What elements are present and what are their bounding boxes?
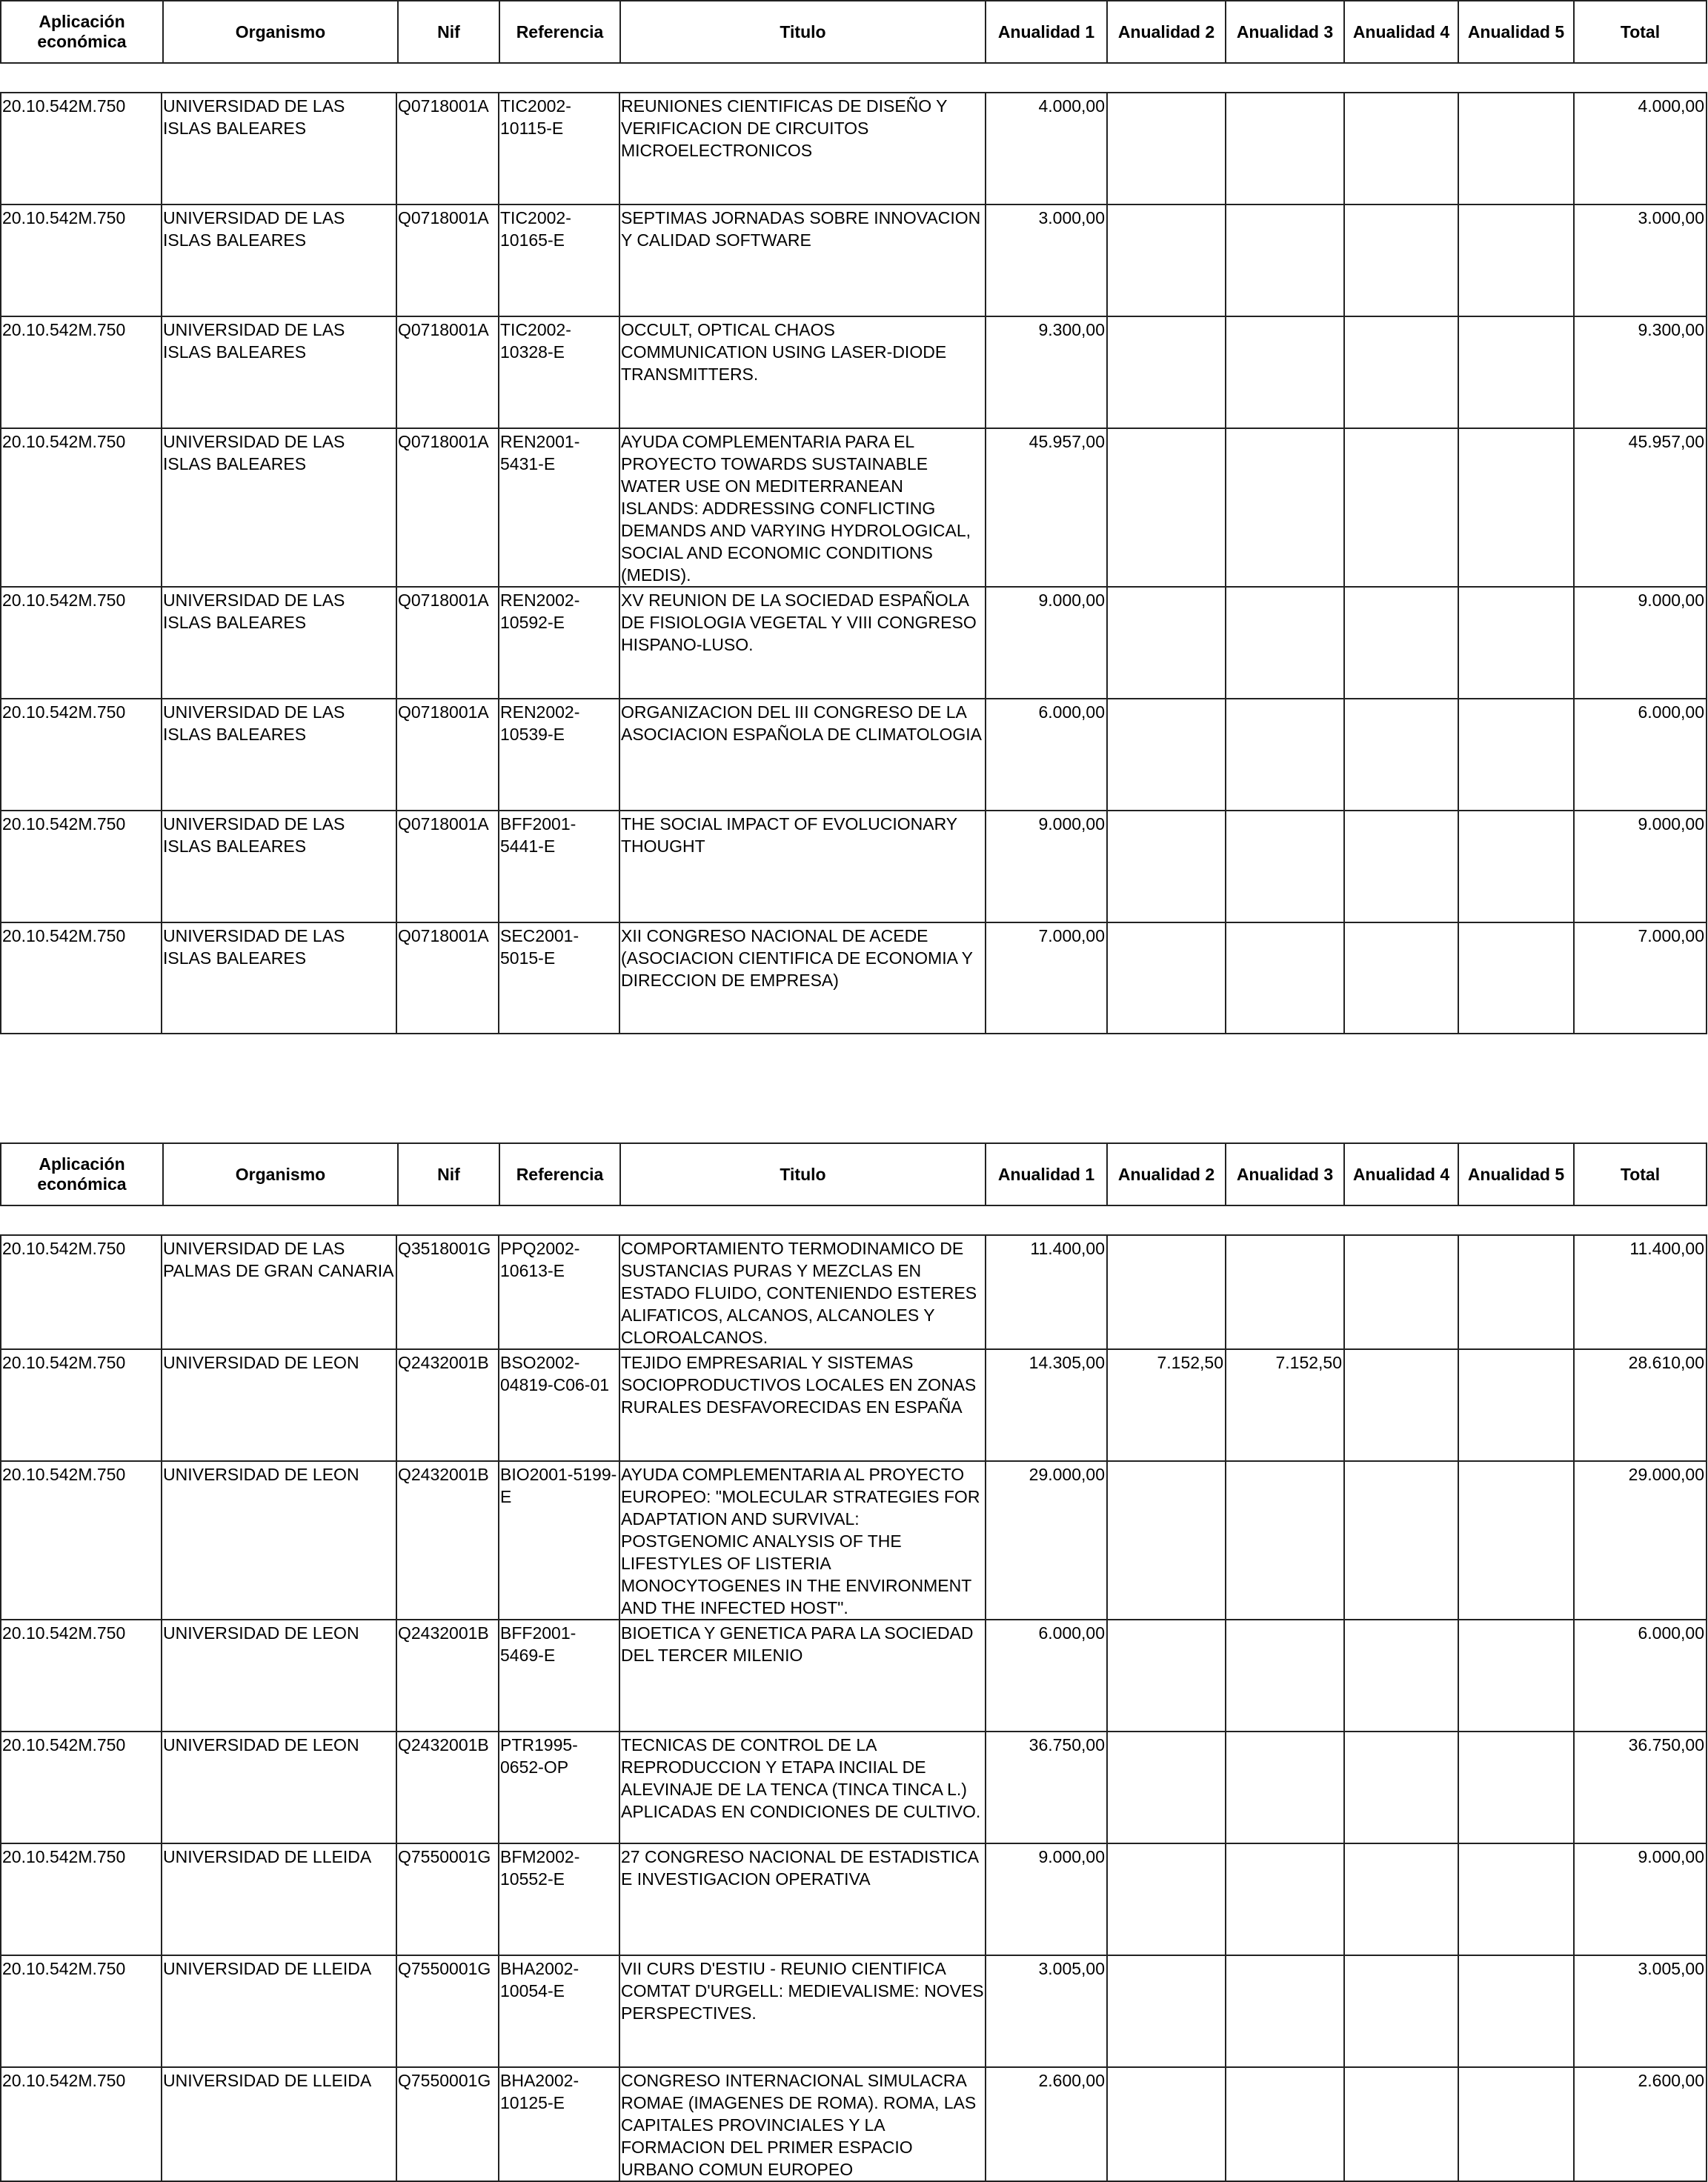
cell-aplicacion: 20.10.542M.750	[1, 204, 162, 316]
cell-anualidad-4	[1344, 1620, 1458, 1732]
cell-referencia: REN2002-10592-E	[499, 587, 619, 699]
header-anualidad-2: Anualidad 2	[1107, 1143, 1226, 1205]
cell-anualidad-3	[1226, 428, 1344, 587]
cell-anualidad-1: 29.000,00	[986, 1461, 1107, 1620]
cell-anualidad-4	[1344, 93, 1458, 204]
table-row	[1, 1620, 1707, 1732]
table-row	[1, 93, 1707, 204]
table-row	[1, 1955, 1707, 2067]
cell-nif: Q7550001G	[396, 1843, 499, 1955]
cell-nif: Q2432001B	[396, 1349, 499, 1461]
cell-anualidad-2	[1107, 1732, 1226, 1843]
cell-referencia: SEC2001-5015-E	[499, 922, 619, 1034]
cell-nif: Q2432001B	[396, 1461, 499, 1620]
cell-anualidad-4	[1344, 587, 1458, 699]
table-row	[1, 1349, 1707, 1461]
cell-anualidad-2	[1107, 587, 1226, 699]
section-2-body	[0, 1234, 1708, 2182]
cell-anualidad-4	[1344, 1235, 1458, 1349]
cell-nif: Q7550001G	[396, 1955, 499, 2067]
cell-anualidad-1: 9.000,00	[986, 587, 1107, 699]
header-anualidad-2: Anualidad 2	[1107, 1, 1226, 63]
cell-referencia: BFF2001-5469-E	[499, 1620, 619, 1732]
cell-anualidad-4	[1344, 1732, 1458, 1843]
cell-aplicacion: 20.10.542M.750	[1, 1620, 162, 1732]
cell-total: 9.000,00	[1574, 811, 1707, 922]
cell-anualidad-1: 36.750,00	[986, 1732, 1107, 1843]
cell-anualidad-4	[1344, 922, 1458, 1034]
header-anualidad-4: Anualidad 4	[1344, 1, 1458, 63]
cell-nif: Q0718001A	[396, 93, 499, 204]
header-referencia: Referencia	[499, 1143, 620, 1205]
cell-anualidad-5	[1458, 204, 1574, 316]
header-referencia: Referencia	[499, 1, 620, 63]
cell-anualidad-5	[1458, 1732, 1574, 1843]
cell-anualidad-3: 7.152,50	[1226, 1349, 1344, 1461]
cell-organismo: UNIVERSIDAD DE LLEIDA	[162, 1843, 396, 1955]
cell-total: 7.000,00	[1574, 922, 1707, 1034]
cell-referencia: PPQ2002-10613-E	[499, 1235, 619, 1349]
table-row	[1, 428, 1707, 587]
cell-anualidad-1: 6.000,00	[986, 1620, 1107, 1732]
cell-referencia: BIO2001-5199-E	[499, 1461, 619, 1620]
header-table	[0, 1142, 1707, 1206]
cell-total: 4.000,00	[1574, 93, 1707, 204]
cell-aplicacion: 20.10.542M.750	[1, 1843, 162, 1955]
cell-anualidad-3	[1226, 922, 1344, 1034]
cell-anualidad-5	[1458, 1461, 1574, 1620]
cell-anualidad-3	[1226, 2067, 1344, 2181]
cell-referencia: TIC2002-10165-E	[499, 204, 619, 316]
cell-nif: Q2432001B	[396, 1732, 499, 1843]
header-anualidad-3: Anualidad 3	[1226, 1143, 1344, 1205]
cell-titulo: THE SOCIAL IMPACT OF EVOLUCIONARY THOUGHT	[619, 811, 986, 922]
cell-anualidad-1: 9.000,00	[986, 811, 1107, 922]
table-row	[1, 1732, 1707, 1843]
header-organismo: Organismo	[163, 1143, 398, 1205]
table-row	[1, 2067, 1707, 2181]
cell-organismo: UNIVERSIDAD DE LLEIDA	[162, 1955, 396, 2067]
cell-referencia: PTR1995-0652-OP	[499, 1732, 619, 1843]
cell-referencia: BFF2001-5441-E	[499, 811, 619, 922]
table-row	[1, 204, 1707, 316]
cell-anualidad-4	[1344, 1843, 1458, 1955]
cell-referencia: BFM2002-10552-E	[499, 1843, 619, 1955]
cell-anualidad-2	[1107, 922, 1226, 1034]
cell-aplicacion: 20.10.542M.750	[1, 587, 162, 699]
cell-nif: Q0718001A	[396, 587, 499, 699]
header-anualidad-4: Anualidad 4	[1344, 1143, 1458, 1205]
cell-referencia: BSO2002-04819-C06-01	[499, 1349, 619, 1461]
cell-anualidad-1: 6.000,00	[986, 699, 1107, 811]
cell-nif: Q0718001A	[396, 316, 499, 428]
cell-anualidad-3	[1226, 811, 1344, 922]
cell-aplicacion: 20.10.542M.750	[1, 1955, 162, 2067]
cell-aplicacion: 20.10.542M.750	[1, 2067, 162, 2181]
cell-total: 36.750,00	[1574, 1732, 1707, 1843]
cell-aplicacion: 20.10.542M.750	[1, 699, 162, 811]
header-anualidad-5: Anualidad 5	[1458, 1143, 1574, 1205]
cell-anualidad-5	[1458, 1235, 1574, 1349]
cell-titulo: REUNIONES CIENTIFICAS DE DISEÑO Y VERIFICACION DE CIRCUITOS MICROELECTRONICOS	[619, 93, 986, 204]
cell-total: 11.400,00	[1574, 1235, 1707, 1349]
cell-anualidad-1: 4.000,00	[986, 93, 1107, 204]
table-row	[1, 1843, 1707, 1955]
cell-titulo: AYUDA COMPLEMENTARIA AL PROYECTO EUROPEO: "MOLECULAR STRATEGIES FOR ADAPTATION AND SURVIVAL: POSTGENOMIC ANALYSIS OF THE LIFESTYLES OF LISTERIA MONOCYTOGENES IN THE ENVIRONMENT AND THE INFECTED HOST".	[619, 1461, 986, 1620]
cell-organismo: UNIVERSIDAD DE LLEIDA	[162, 2067, 396, 2181]
cell-anualidad-3	[1226, 1461, 1344, 1620]
cell-total: 28.610,00	[1574, 1349, 1707, 1461]
cell-anualidad-3	[1226, 699, 1344, 811]
cell-organismo: UNIVERSIDAD DE LEON	[162, 1349, 396, 1461]
cell-total: 2.600,00	[1574, 2067, 1707, 2181]
cell-aplicacion: 20.10.542M.750	[1, 1235, 162, 1349]
cell-anualidad-1: 7.000,00	[986, 922, 1107, 1034]
cell-nif: Q0718001A	[396, 428, 499, 587]
cell-anualidad-2	[1107, 1461, 1226, 1620]
cell-titulo: XV REUNION DE LA SOCIEDAD ESPAÑOLA DE FISIOLOGIA VEGETAL Y VIII CONGRESO HISPANO-LUSO.	[619, 587, 986, 699]
cell-anualidad-5	[1458, 2067, 1574, 2181]
cell-total: 3.005,00	[1574, 1955, 1707, 2067]
cell-anualidad-3	[1226, 1955, 1344, 2067]
cell-anualidad-1: 9.000,00	[986, 1843, 1107, 1955]
cell-anualidad-5	[1458, 428, 1574, 587]
cell-total: 9.300,00	[1574, 316, 1707, 428]
cell-anualidad-2	[1107, 428, 1226, 587]
cell-anualidad-5	[1458, 1955, 1574, 2067]
cell-anualidad-3	[1226, 1732, 1344, 1843]
cell-titulo: BIOETICA Y GENETICA PARA LA SOCIEDAD DEL TERCER MILENIO	[619, 1620, 986, 1732]
cell-anualidad-3	[1226, 587, 1344, 699]
cell-organismo: UNIVERSIDAD DE LAS ISLAS BALEARES	[162, 93, 396, 204]
cell-titulo: ORGANIZACION DEL III CONGRESO DE LA ASOCIACION ESPAÑOLA DE CLIMATOLOGIA	[619, 699, 986, 811]
cell-organismo: UNIVERSIDAD DE LEON	[162, 1620, 396, 1732]
header-nif: Nif	[398, 1, 499, 63]
header-titulo: Titulo	[620, 1143, 986, 1205]
cell-nif: Q0718001A	[396, 204, 499, 316]
cell-referencia: BHA2002-10125-E	[499, 2067, 619, 2181]
header-anualidad-1: Anualidad 1	[986, 1143, 1107, 1205]
cell-anualidad-5	[1458, 699, 1574, 811]
table-row	[1, 1461, 1707, 1620]
cell-nif: Q3518001G	[396, 1235, 499, 1349]
cell-referencia: REN2002-10539-E	[499, 699, 619, 811]
cell-organismo: UNIVERSIDAD DE LAS ISLAS BALEARES	[162, 811, 396, 922]
cell-organismo: UNIVERSIDAD DE LAS ISLAS BALEARES	[162, 204, 396, 316]
section-1	[0, 0, 1708, 64]
cell-organismo: UNIVERSIDAD DE LAS ISLAS BALEARES	[162, 316, 396, 428]
cell-organismo: UNIVERSIDAD DE LAS PALMAS DE GRAN CANARIA	[162, 1235, 396, 1349]
cell-referencia: TIC2002-10115-E	[499, 93, 619, 204]
cell-anualidad-1: 14.305,00	[986, 1349, 1107, 1461]
table-row	[1, 587, 1707, 699]
cell-total: 45.957,00	[1574, 428, 1707, 587]
cell-anualidad-3	[1226, 1843, 1344, 1955]
cell-anualidad-4	[1344, 699, 1458, 811]
cell-anualidad-1: 11.400,00	[986, 1235, 1107, 1349]
cell-total: 9.000,00	[1574, 587, 1707, 699]
cell-titulo: CONGRESO INTERNACIONAL SIMULACRA ROMAE (IMAGENES DE ROMA). ROMA, LAS CAPITALES PROVINCIALES Y LA FORMACION DEL PRIMER ESPACIO URBANO COMUN EUROPEO	[619, 2067, 986, 2181]
cell-anualidad-1: 45.957,00	[986, 428, 1107, 587]
cell-nif: Q0718001A	[396, 922, 499, 1034]
cell-anualidad-1: 9.300,00	[986, 316, 1107, 428]
cell-anualidad-5	[1458, 93, 1574, 204]
cell-anualidad-2	[1107, 93, 1226, 204]
cell-titulo: OCCULT, OPTICAL CHAOS COMMUNICATION USING LASER-DIODE TRANSMITTERS.	[619, 316, 986, 428]
cell-anualidad-4	[1344, 316, 1458, 428]
header-anualidad-3: Anualidad 3	[1226, 1, 1344, 63]
cell-titulo: VII CURS D'ESTIU - REUNIO CIENTIFICA COMTAT D'URGELL: MEDIEVALISME: NOVES PERSPECTIVES.	[619, 1955, 986, 2067]
cell-titulo: AYUDA COMPLEMENTARIA PARA EL PROYECTO TOWARDS SUSTAINABLE WATER USE ON MEDITERRANEAN ISLANDS: ADDRESSING CONFLICTING DEMANDS AND VARYING HYDROLOGICAL, SOCIAL AND ECONOMIC CONDITIONS (MEDIS).	[619, 428, 986, 587]
cell-organismo: UNIVERSIDAD DE LAS ISLAS BALEARES	[162, 699, 396, 811]
cell-nif: Q7550001G	[396, 2067, 499, 2181]
table-row	[1, 1235, 1707, 1349]
header-aplicacion: Aplicación económica	[1, 1, 163, 63]
cell-anualidad-2	[1107, 316, 1226, 428]
header-total: Total	[1574, 1, 1707, 63]
cell-referencia: BHA2002-10054-E	[499, 1955, 619, 2067]
cell-aplicacion: 20.10.542M.750	[1, 1461, 162, 1620]
cell-anualidad-5	[1458, 811, 1574, 922]
cell-anualidad-2	[1107, 1235, 1226, 1349]
cell-titulo: XII CONGRESO NACIONAL DE ACEDE (ASOCIACION CIENTIFICA DE ECONOMIA Y DIRECCION DE EMPRESA)	[619, 922, 986, 1034]
table-row	[1, 922, 1707, 1034]
table-row	[1, 811, 1707, 922]
cell-titulo: TECNICAS DE CONTROL DE LA REPRODUCCION Y ETAPA INCIIAL DE ALEVINAJE DE LA TENCA (TINCA TINCA L.) APLICADAS EN CONDICIONES DE CULTIVO.	[619, 1732, 986, 1843]
cell-total: 9.000,00	[1574, 1843, 1707, 1955]
cell-titulo: SEPTIMAS JORNADAS SOBRE INNOVACION Y CALIDAD SOFTWARE	[619, 204, 986, 316]
cell-anualidad-2	[1107, 2067, 1226, 2181]
header-total: Total	[1574, 1143, 1707, 1205]
cell-referencia: REN2001-5431-E	[499, 428, 619, 587]
cell-anualidad-4	[1344, 428, 1458, 587]
cell-aplicacion: 20.10.542M.750	[1, 93, 162, 204]
cell-anualidad-3	[1226, 93, 1344, 204]
cell-anualidad-3	[1226, 1620, 1344, 1732]
cell-anualidad-5	[1458, 1349, 1574, 1461]
cell-organismo: UNIVERSIDAD DE LAS ISLAS BALEARES	[162, 587, 396, 699]
cell-titulo: TEJIDO EMPRESARIAL Y SISTEMAS SOCIOPRODUCTIVOS LOCALES EN ZONAS RURALES DESFAVORECIDAS EN ESPAÑA	[619, 1349, 986, 1461]
cell-nif: Q2432001B	[396, 1620, 499, 1732]
data-table	[0, 92, 1707, 1034]
section-2	[0, 1142, 1708, 1206]
cell-anualidad-4	[1344, 1461, 1458, 1620]
cell-organismo: UNIVERSIDAD DE LAS ISLAS BALEARES	[162, 922, 396, 1034]
cell-total: 3.000,00	[1574, 204, 1707, 316]
cell-anualidad-2	[1107, 1843, 1226, 1955]
cell-nif: Q0718001A	[396, 699, 499, 811]
cell-anualidad-5	[1458, 1620, 1574, 1732]
cell-aplicacion: 20.10.542M.750	[1, 1349, 162, 1461]
header-titulo: Titulo	[620, 1, 986, 63]
cell-aplicacion: 20.10.542M.750	[1, 922, 162, 1034]
header-table	[0, 0, 1707, 64]
cell-aplicacion: 20.10.542M.750	[1, 428, 162, 587]
cell-aplicacion: 20.10.542M.750	[1, 811, 162, 922]
cell-aplicacion: 20.10.542M.750	[1, 1732, 162, 1843]
cell-anualidad-4	[1344, 811, 1458, 922]
cell-organismo: UNIVERSIDAD DE LEON	[162, 1461, 396, 1620]
cell-anualidad-3	[1226, 316, 1344, 428]
cell-organismo: UNIVERSIDAD DE LAS ISLAS BALEARES	[162, 428, 396, 587]
cell-total: 29.000,00	[1574, 1461, 1707, 1620]
cell-anualidad-5	[1458, 1843, 1574, 1955]
cell-titulo: 27 CONGRESO NACIONAL DE ESTADISTICA E INVESTIGACION OPERATIVA	[619, 1843, 986, 1955]
cell-total: 6.000,00	[1574, 699, 1707, 811]
header-anualidad-1: Anualidad 1	[986, 1, 1107, 63]
cell-anualidad-5	[1458, 316, 1574, 428]
cell-anualidad-3	[1226, 204, 1344, 316]
cell-anualidad-2	[1107, 811, 1226, 922]
cell-anualidad-1: 3.000,00	[986, 204, 1107, 316]
cell-anualidad-1: 3.005,00	[986, 1955, 1107, 2067]
cell-nif: Q0718001A	[396, 811, 499, 922]
cell-organismo: UNIVERSIDAD DE LEON	[162, 1732, 396, 1843]
cell-anualidad-3	[1226, 1235, 1344, 1349]
data-table	[0, 1234, 1707, 2182]
header-nif: Nif	[398, 1143, 499, 1205]
cell-titulo: COMPORTAMIENTO TERMODINAMICO DE SUSTANCIAS PURAS Y MEZCLAS EN ESTADO FLUIDO, CONTENIENDO ESTERES ALIFATICOS, ALCANOS, ALCANOLES Y CLOROALCANOS.	[619, 1235, 986, 1349]
cell-anualidad-2	[1107, 699, 1226, 811]
cell-anualidad-5	[1458, 922, 1574, 1034]
cell-anualidad-4	[1344, 204, 1458, 316]
header-anualidad-5: Anualidad 5	[1458, 1, 1574, 63]
header-organismo: Organismo	[163, 1, 398, 63]
cell-aplicacion: 20.10.542M.750	[1, 316, 162, 428]
cell-anualidad-2	[1107, 1955, 1226, 2067]
cell-total: 6.000,00	[1574, 1620, 1707, 1732]
cell-referencia: TIC2002-10328-E	[499, 316, 619, 428]
section-1-body	[0, 92, 1708, 1034]
cell-anualidad-5	[1458, 587, 1574, 699]
table-row	[1, 699, 1707, 811]
cell-anualidad-1: 2.600,00	[986, 2067, 1107, 2181]
cell-anualidad-4	[1344, 1349, 1458, 1461]
cell-anualidad-2: 7.152,50	[1107, 1349, 1226, 1461]
cell-anualidad-2	[1107, 204, 1226, 316]
table-row	[1, 316, 1707, 428]
cell-anualidad-2	[1107, 1620, 1226, 1732]
cell-anualidad-4	[1344, 1955, 1458, 2067]
header-aplicacion: Aplicación económica	[1, 1143, 163, 1205]
cell-anualidad-4	[1344, 2067, 1458, 2181]
